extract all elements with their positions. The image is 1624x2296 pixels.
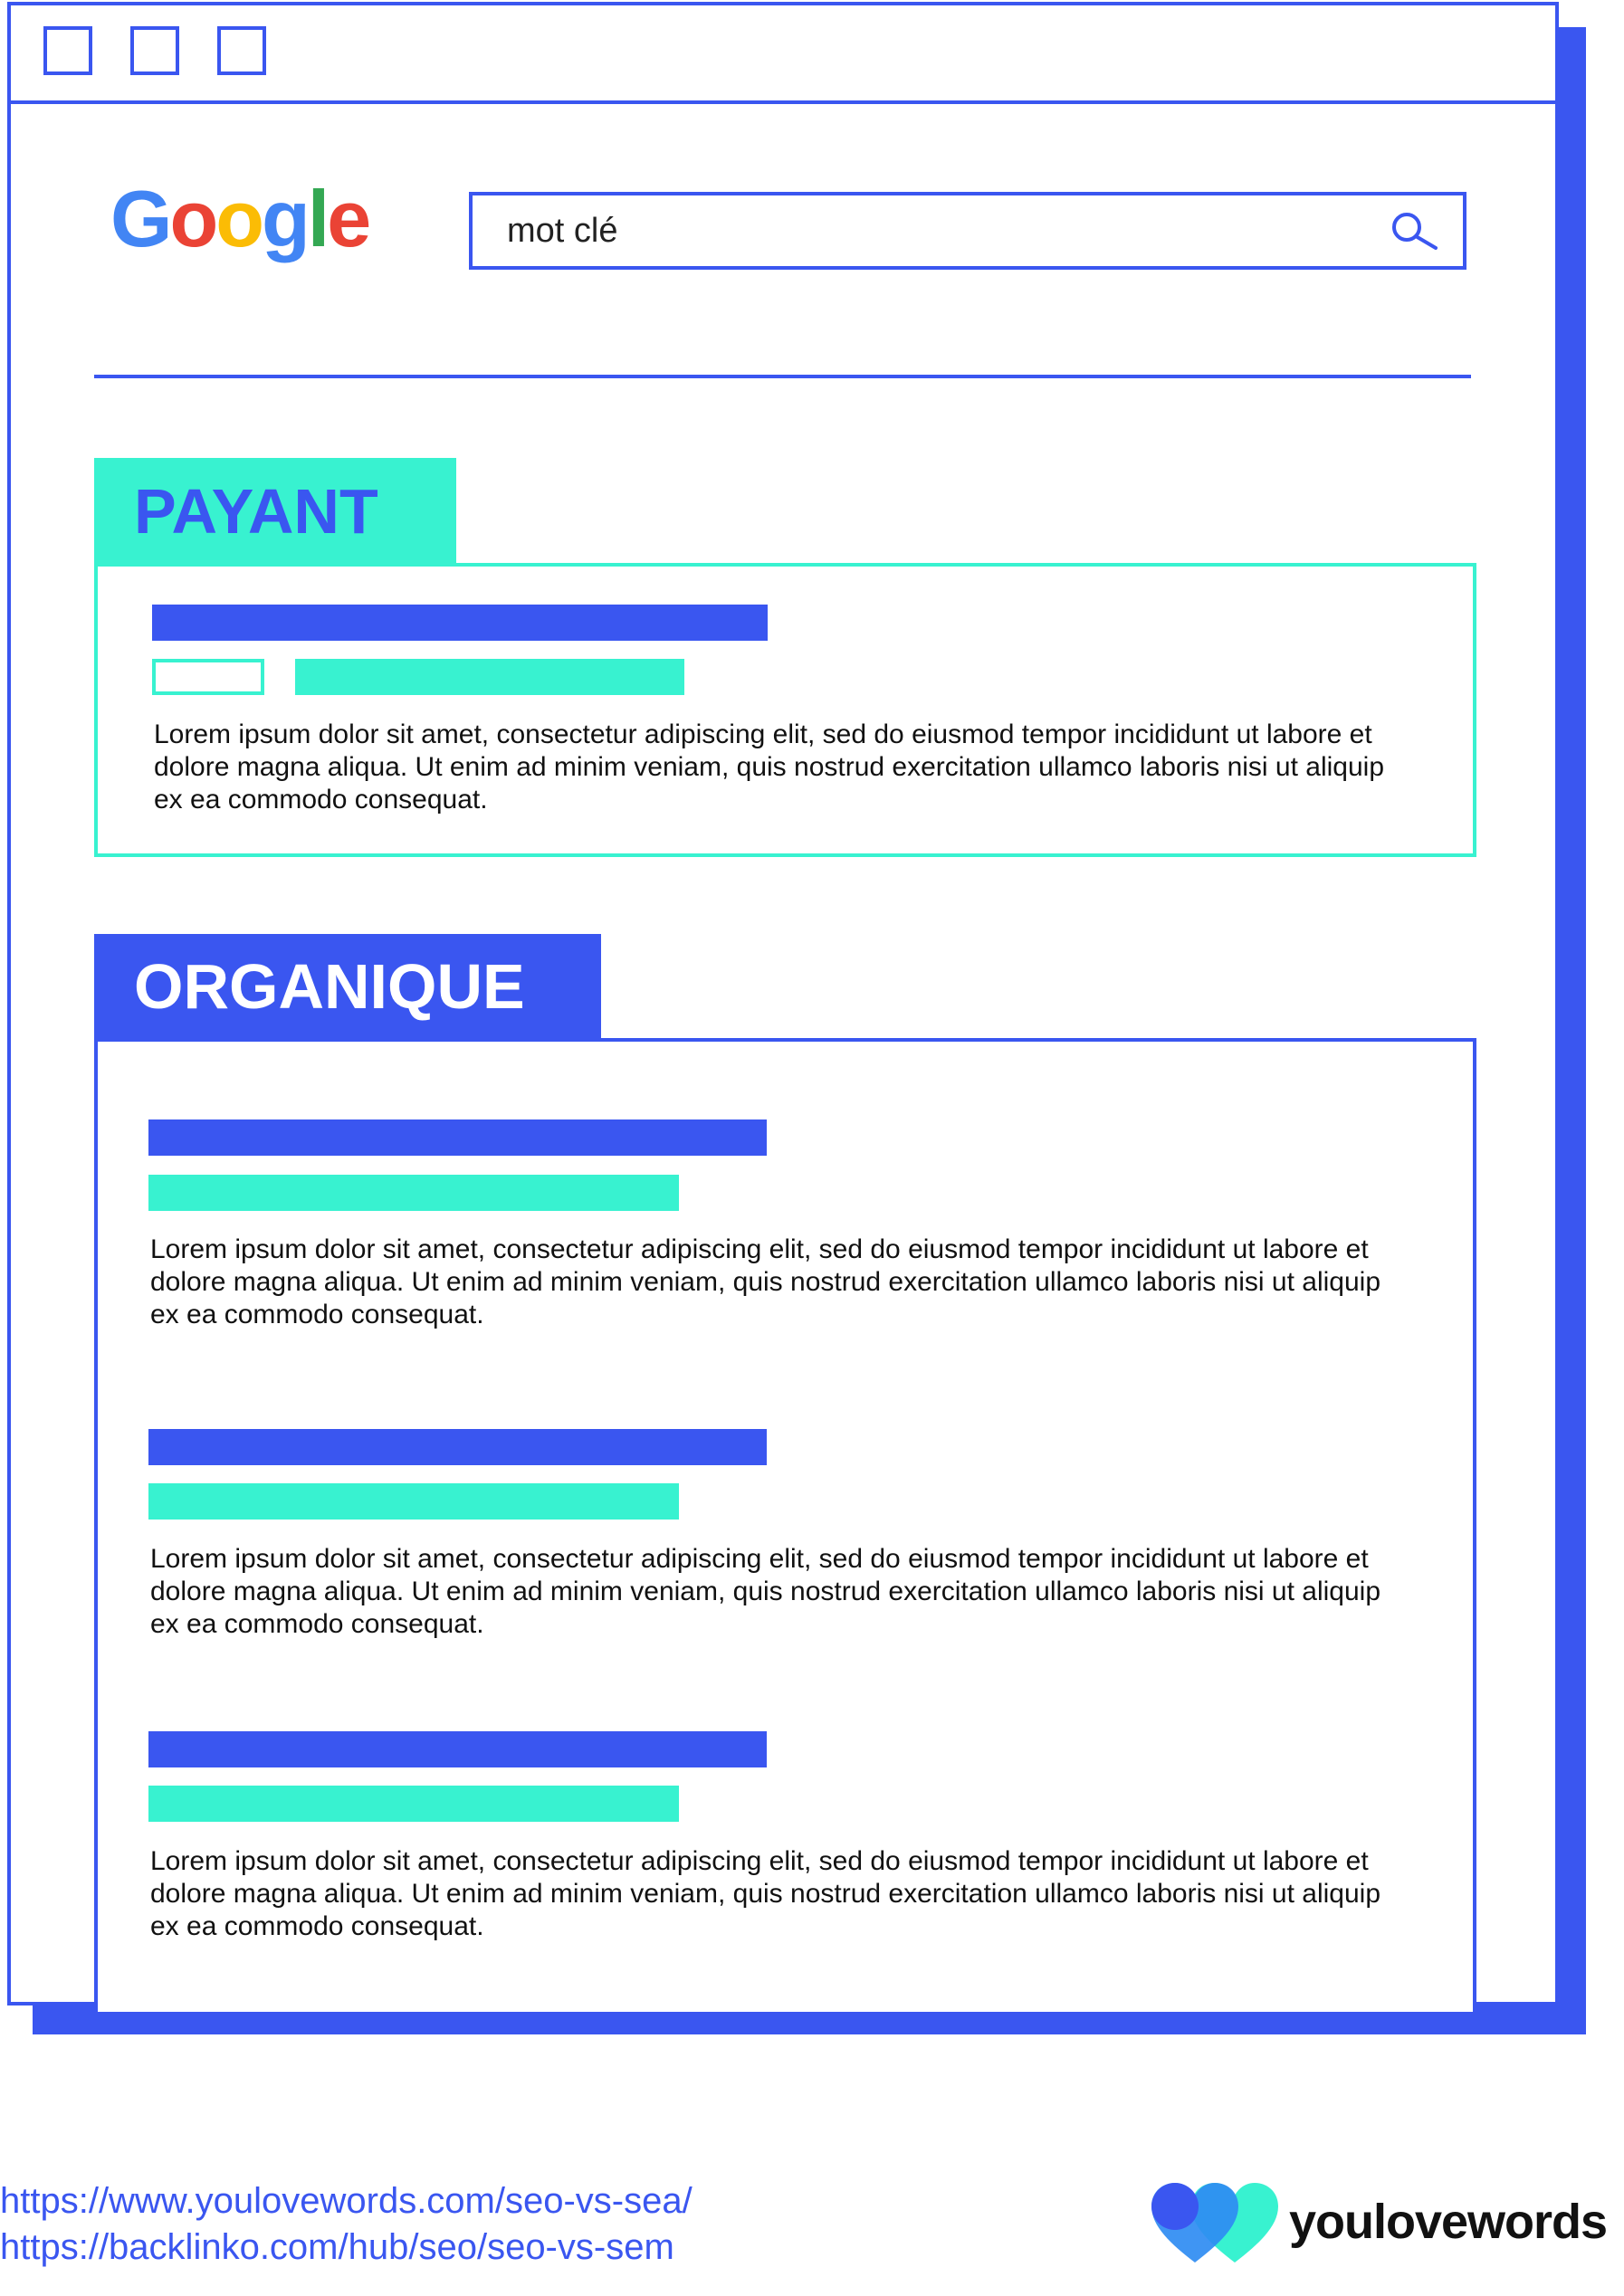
- logo-letter: e: [327, 174, 369, 263]
- header-divider: [94, 375, 1471, 378]
- window-button-2[interactable]: [130, 26, 179, 75]
- search-query-text: mot clé: [507, 212, 618, 250]
- result-title-placeholder[interactable]: [148, 1429, 767, 1465]
- result-description: Lorem ipsum dolor sit amet, consectetur adipiscing elit, sed do eiusmod tempor incididunt ut labore et dolore magna aliqua. Ut enim ad minim veniam, quis nostrud exercitation ullamco laboris nisi ut aliquip ex ea commodo consequat.: [150, 1234, 1381, 1329]
- result-url-placeholder[interactable]: [148, 1483, 679, 1520]
- result-description: Lorem ipsum dolor sit amet, consectetur adipiscing elit, sed do eiusmod tempor incididunt ut labore et dolore magna aliqua. Ut enim ad minim veniam, quis nostrud exercitation ullamco laboris nisi ut aliquip ex ea commodo consequat.: [150, 1544, 1381, 1639]
- result-url-placeholder[interactable]: [148, 1786, 679, 1822]
- section-label-paid: PAYANT: [94, 458, 456, 565]
- search-input[interactable]: [507, 208, 1322, 253]
- result-title-placeholder[interactable]: [152, 605, 768, 641]
- result-description: Lorem ipsum dolor sit amet, consectetur adipiscing elit, sed do eiusmod tempor incididunt ut labore et dolore magna aliqua. Ut enim ad minim veniam, quis nostrud exercitation ullamco laboris nisi ut aliquip ex ea commodo consequat.: [150, 1846, 1381, 1941]
- result-url-placeholder[interactable]: [148, 1175, 679, 1211]
- logo-letter: o: [215, 174, 262, 263]
- result-url-placeholder[interactable]: [295, 659, 684, 695]
- source-link[interactable]: https://backlinko.com/hub/seo/seo-vs-sem: [0, 2227, 674, 2267]
- logo-letter: o: [169, 174, 216, 263]
- logo-letter: G: [110, 174, 170, 263]
- result-title-placeholder[interactable]: [148, 1731, 767, 1767]
- paid-results-box: [94, 563, 1476, 857]
- result-description: Lorem ipsum dolor sit amet, consectetur adipiscing elit, sed do eiusmod tempor incididunt ut labore et dolore magna aliqua. Ut enim ad minim veniam, quis nostrud exercitation ullamco laboris nisi ut aliquip ex ea commodo consequat.: [154, 719, 1385, 815]
- source-link[interactable]: https://www.youlovewords.com/seo-vs-sea/: [0, 2181, 693, 2221]
- logo-letter: l: [307, 174, 328, 263]
- ad-badge-placeholder: [152, 659, 264, 695]
- logo-letter: g: [261, 174, 308, 263]
- heart-logo-icon: [1148, 2179, 1280, 2266]
- window-button-3[interactable]: [217, 26, 266, 75]
- google-logo[interactable]: [110, 174, 369, 263]
- brand-name: youlovewords: [1289, 2195, 1608, 2249]
- window-button-1[interactable]: [43, 26, 92, 75]
- organic-results-box: [94, 1038, 1476, 2012]
- result-title-placeholder[interactable]: [148, 1119, 767, 1156]
- title-bar-divider: [7, 100, 1559, 104]
- search-icon[interactable]: [1387, 208, 1441, 253]
- search-box[interactable]: [469, 192, 1466, 270]
- section-label-organic: ORGANIQUE: [94, 934, 601, 1039]
